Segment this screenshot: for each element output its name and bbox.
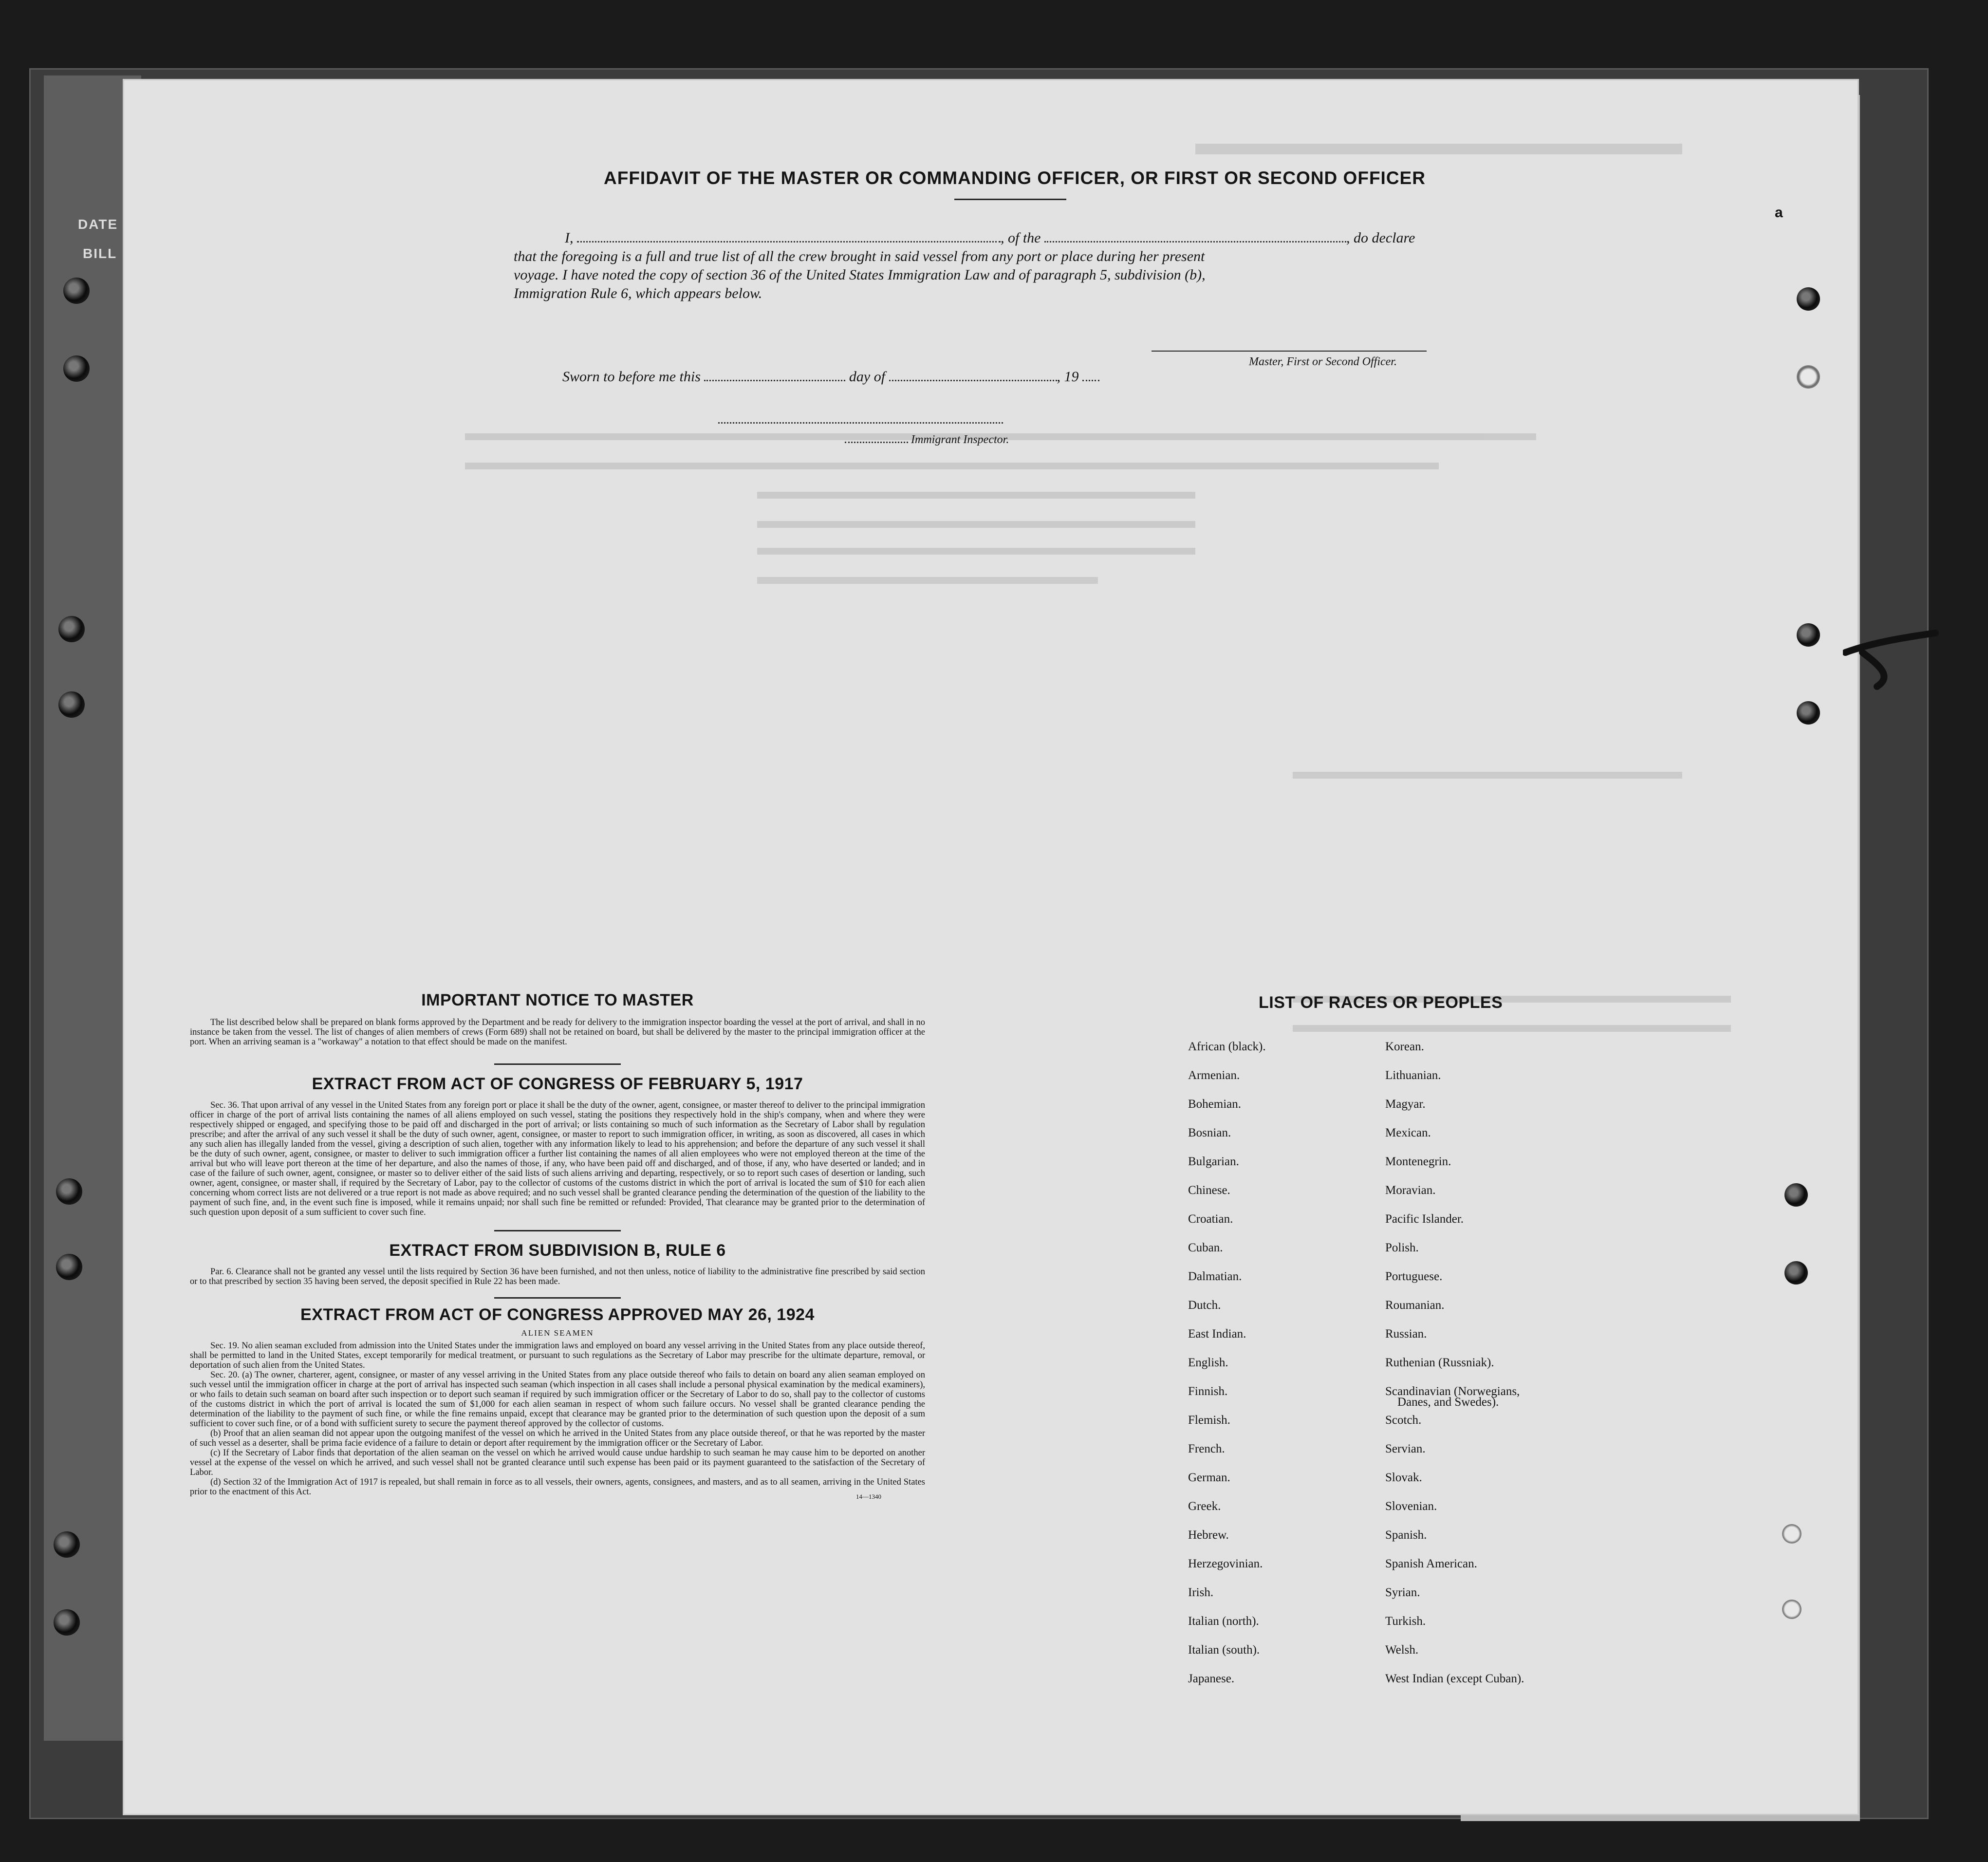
binder-hole xyxy=(1797,365,1820,389)
race-item: Dutch. xyxy=(1188,1299,1221,1312)
binder-hole xyxy=(1784,1183,1808,1207)
notice-title: IMPORTANT NOTICE TO MASTER xyxy=(421,991,694,1009)
races-right-column xyxy=(1385,1041,1524,1701)
section-20b-paragraph: (b) Proof that an alien seaman did not appear upon the outgoing manifest of the vessel on which he arrived in the United States from any place outside thereof, or that he was reported by the master of such vessel as a deserter, shall be prima facie evidence of a failure to detain or deport after requirement by the immigration officer or the Secretary of Labor. xyxy=(190,1429,925,1448)
race-item: Portuguese. xyxy=(1385,1270,1443,1283)
race-item: Polish. xyxy=(1385,1241,1419,1254)
race-item: Mexican. xyxy=(1385,1126,1431,1139)
race-item: Greek. xyxy=(1188,1500,1221,1513)
legal-column xyxy=(190,991,925,1501)
notice-rule xyxy=(494,1063,621,1065)
races-left-column xyxy=(1188,1041,1266,1701)
declaration-line-3: voyage. I have noted the copy of section 36 of the United States Immigration Law and of paragraph 5, subdivision (b), xyxy=(514,267,1206,283)
race-item: Cuban. xyxy=(1188,1241,1223,1254)
bill-stamp: BILL xyxy=(83,246,117,261)
races-title: LIST OF RACES OR PEOPLES xyxy=(1259,993,1503,1012)
notice-paragraph: The list described below shall be prepared on blank forms approved by the Department and be ready for delivery to the immigration inspector boarding the vessel at the port of arrival, and shall in no instance be taken from the vessel. The list of changes of alien members of crews (Form 689) shall not be retained on board, but shall be delivered by the master to the principal immigration officer at the port. When an arriving seaman is a "workaway" a notation to that effect should be made on the manifest. xyxy=(190,1018,925,1047)
declaration-line-4: Immigration Rule 6, which appears below. xyxy=(514,285,762,301)
master-signature-line[interactable] xyxy=(1152,351,1427,352)
binder-hole xyxy=(63,355,90,382)
declaration-line-1 xyxy=(565,229,1415,247)
do-declare-label: , do declare xyxy=(1346,230,1415,246)
race-item: West Indian (except Cuban). xyxy=(1385,1672,1524,1685)
race-item: Finnish. xyxy=(1188,1385,1228,1398)
race-item: Slovak. xyxy=(1385,1471,1422,1484)
binder-hole xyxy=(58,691,85,718)
race-item: Flemish. xyxy=(1188,1414,1230,1427)
race-item: Chinese. xyxy=(1188,1184,1230,1197)
race-item: Moravian. xyxy=(1385,1184,1436,1197)
inspector-label: Immigrant Inspector. xyxy=(911,433,1009,446)
race-item: German. xyxy=(1188,1471,1230,1484)
race-item: Slovenian. xyxy=(1385,1500,1437,1513)
day-of-label: day of xyxy=(849,369,886,385)
of-the-label: , of the xyxy=(1001,230,1041,246)
race-item: Welsh. xyxy=(1385,1643,1419,1657)
binder-hole xyxy=(1797,701,1820,725)
binder-hole xyxy=(58,616,85,642)
race-item: Servian. xyxy=(1385,1442,1426,1455)
race-item: Bosnian. xyxy=(1188,1126,1231,1139)
extract-1924-text xyxy=(190,1341,925,1497)
manifest-back-page xyxy=(124,80,1858,1814)
race-item: Russian. xyxy=(1385,1327,1427,1341)
race-item: Montenegrin. xyxy=(1385,1155,1451,1168)
declarant-prefix: I, xyxy=(565,230,574,246)
binder-hole xyxy=(54,1531,80,1558)
extract-rule-6-title: EXTRACT FROM SUBDIVISION B, RULE 6 xyxy=(389,1241,726,1260)
inspector-signature-label xyxy=(845,433,1009,447)
race-item: Pacific Islander. xyxy=(1385,1212,1464,1226)
title-rule xyxy=(954,199,1066,200)
inspector-signature-line[interactable] xyxy=(718,422,1003,424)
binder-hole xyxy=(54,1609,80,1636)
race-item: Armenian. xyxy=(1188,1069,1240,1082)
race-item-line: Scandinavian (Norwegians, xyxy=(1385,1385,1520,1398)
declarant-name-field[interactable] xyxy=(577,231,1001,242)
race-item: Italian (north). xyxy=(1188,1615,1259,1628)
binder-hole xyxy=(63,278,90,304)
date-stamp: DATE xyxy=(78,217,118,232)
race-item: French. xyxy=(1188,1442,1225,1455)
pen-mark xyxy=(1843,623,1940,691)
race-item: Syrian. xyxy=(1385,1586,1420,1599)
binder-hole xyxy=(56,1178,82,1205)
binder-hole xyxy=(1782,1600,1802,1619)
race-item: African (black). xyxy=(1188,1040,1266,1053)
race-item: Spanish. xyxy=(1385,1528,1427,1542)
section-20c-paragraph: (c) If the Secretary of Labor finds that deportation of the alien seaman on the vessel on which he arrived would cause undue hardship to such seaman he may cause him to be deported on another vessel at the expense of the vessel on which he arrived, and such vessel shall not be granted clearance until such expense has been paid or its payment guaranteed to the satisfaction of the Secretary of Labor. xyxy=(190,1448,925,1477)
race-item: Herzegovinian. xyxy=(1188,1557,1263,1570)
race-item: Roumanian. xyxy=(1385,1299,1445,1312)
sworn-year-field[interactable] xyxy=(1082,370,1099,381)
race-item: Bohemian. xyxy=(1188,1098,1242,1111)
section-20d-paragraph: (d) Section 32 of the Immigration Act of 1917 is repealed, but shall remain in force as to all vessels, their owners, agents, consignees, and masters, and as to all seamen, arriving in the United States prior to the enactment of this Act. xyxy=(190,1477,925,1497)
extract-1917-text xyxy=(190,1100,925,1217)
section-19-paragraph: Sec. 19. No alien seaman excluded from admission into the United States under the immigration laws and employed on board any vessel arriving in the United States from any place outside thereof, shall be permitted to land in the United States, except temporarily for medical treatment, or pursuant to such regulations as the Secretary of Labor may prescribe for the ultimate departure, removal, or deportation of such alien from the United States. xyxy=(190,1341,925,1370)
form-number: 14—1340 xyxy=(856,1493,881,1500)
race-item: Bulgarian. xyxy=(1188,1155,1239,1168)
race-item: Croatian. xyxy=(1188,1212,1233,1226)
race-item: Turkish. xyxy=(1385,1615,1426,1628)
race-item: Ruthenian (Russniak). xyxy=(1385,1356,1494,1369)
extract-rule-6-rule xyxy=(494,1297,621,1299)
notice-text xyxy=(190,1018,925,1047)
sworn-label: Sworn to before me this xyxy=(562,369,701,385)
binder-hole xyxy=(1797,287,1820,311)
race-item: Spanish American. xyxy=(1385,1557,1477,1570)
declaration-line-2: that the foregoing is a full and true list of all the crew brought in said vessel from any port or place during her present xyxy=(514,248,1205,264)
binder-hole xyxy=(56,1254,82,1280)
race-item: Korean. xyxy=(1385,1040,1424,1053)
race-item: East Indian. xyxy=(1188,1327,1246,1341)
extract-1917-rule xyxy=(494,1230,621,1231)
extract-1917-title: EXTRACT FROM ACT OF CONGRESS OF FEBRUARY 5, 1917 xyxy=(312,1075,803,1093)
extract-1924-title: EXTRACT FROM ACT OF CONGRESS APPROVED MAY 26, 1924 xyxy=(300,1305,815,1324)
year-label: , 19 xyxy=(1057,369,1079,385)
paragraph-6: Par. 6. Clearance shall not be granted any vessel until the lists required by Section 36 have been furnished, and not then unless, notice of liability to the administrative fine prescribed by said section or to that prescribed by section 35 having been served, the deposit specified in Rule 22 has been made. xyxy=(190,1267,925,1286)
race-item-scandinavian xyxy=(1385,1385,1524,1414)
extract-rule-6-text xyxy=(190,1267,925,1286)
race-item: Lithuanian. xyxy=(1385,1069,1441,1082)
sworn-day-field[interactable] xyxy=(704,370,845,381)
race-item: Magyar. xyxy=(1385,1098,1426,1111)
binder-hole xyxy=(1797,623,1820,647)
binder-hole xyxy=(1782,1524,1802,1544)
race-item: Dalmatian. xyxy=(1188,1270,1242,1283)
sworn-line xyxy=(562,368,1099,386)
race-item-continuation: Danes, and Swedes). xyxy=(1397,1396,1499,1409)
of-the-field[interactable] xyxy=(1044,231,1346,242)
master-signature-label: Master, First or Second Officer. xyxy=(1249,355,1397,368)
bleed-through xyxy=(124,80,1858,1814)
binder-hole xyxy=(1784,1261,1808,1285)
race-item: Japanese. xyxy=(1188,1672,1235,1685)
section-36-paragraph: Sec. 36. That upon arrival of any vessel in the United States from any foreign port or place it shall be the duty of the owner, agent, consignee, or master thereof to deliver to the principal immigration officer in charge of the port of arrival lists containing the names of all aliens employed on such vessel, stating the positions they respectively hold in the ship's company, when and where they were respectively shipped or engaged, and specifying those to be paid off and discharged in the port of arrival; or lists containing so much of such information as the Secretary of Labor shall by regulation prescribe; and after the arrival of any such vessel it shall be the duty of such owner, agent, consignee, or master to report to such immigration officer, in writing, as soon as discovered, all cases in which any such alien has illegally landed from the vessel, giving a description of such alien, together with any information likely to lead to his apprehension; and before the departure of any such vessel it shall be the duty of such owner, agent, consignee, or master to deliver to such immigration officer a further list containing the names of all alien employees who were not employed thereon at the time of the arrival but who will leave port thereon at the time of her departure, and also the names of those, if any, who have been paid off and discharged, and of those, if any, who have deserted or landed; and in case of the failure of such owner, agent, consignee, or master so to deliver either of the said lists of such aliens arriving and departing, respectively, or so to report such cases of desertion or landing, such owner, agent, consignee, or master shall, if required by the Secretary of Labor, pay to the collector of customs of the customs district in which the port of arrival is located the sum of $10 for each alien concerning whom correct lists are not delivered or a true report is not made as above required; and no such vessel shall be granted clearance pending the determination of the question of the liability to the payment of such fine, and, in the event such fine is imposed, while it remains unpaid; nor shall such fine be remitted or refunded: Provided, That clearance may be granted prior to the determination of such question upon deposit of a sum sufficient to cover such fine. xyxy=(190,1100,925,1217)
race-item: Irish. xyxy=(1188,1586,1214,1599)
race-item: Scotch. xyxy=(1385,1414,1422,1427)
alien-seamen-subtitle: ALIEN SEAMEN xyxy=(521,1328,594,1338)
inspector-dotted-lead xyxy=(845,436,908,443)
affidavit-title: AFFIDAVIT OF THE MASTER OR COMMANDING OFFICER, OR FIRST OR SECOND OFFICER xyxy=(604,168,1426,188)
race-item: English. xyxy=(1188,1356,1228,1369)
race-item: Hebrew. xyxy=(1188,1528,1229,1542)
corner-letter: a xyxy=(1775,205,1783,221)
section-20a-paragraph: Sec. 20. (a) The owner, charterer, agent, consignee, or master of any vessel arriving in the United States from any place outside thereof who fails to detain on board any alien seaman employed on such vessel until the immigration officer in charge at the port of arrival has inspected such seaman (which inspection in all cases shall include a personal physical examination by the medical examiners), or who fails to detain such seaman on board after such inspection or to deport such seaman if required by such immigration officer or the Secretary of Labor to do so, shall pay to the collector of customs of the customs district in which the port of arrival is located the sum of $1,000 for each alien seaman in respect of whom such failure occurs. No vessel shall be granted clearance pending the determination of the liability to the payment of such fine, or while the fine remains unpaid, except that clearance may be granted prior to the determination of such question upon the deposit of a sum sufficient to cover such fine, or of a bond with sufficient surety to secure the payment thereof approved by the collector of customs. xyxy=(190,1370,925,1429)
sworn-month-field[interactable] xyxy=(889,370,1057,381)
race-item: Italian (south). xyxy=(1188,1643,1260,1657)
